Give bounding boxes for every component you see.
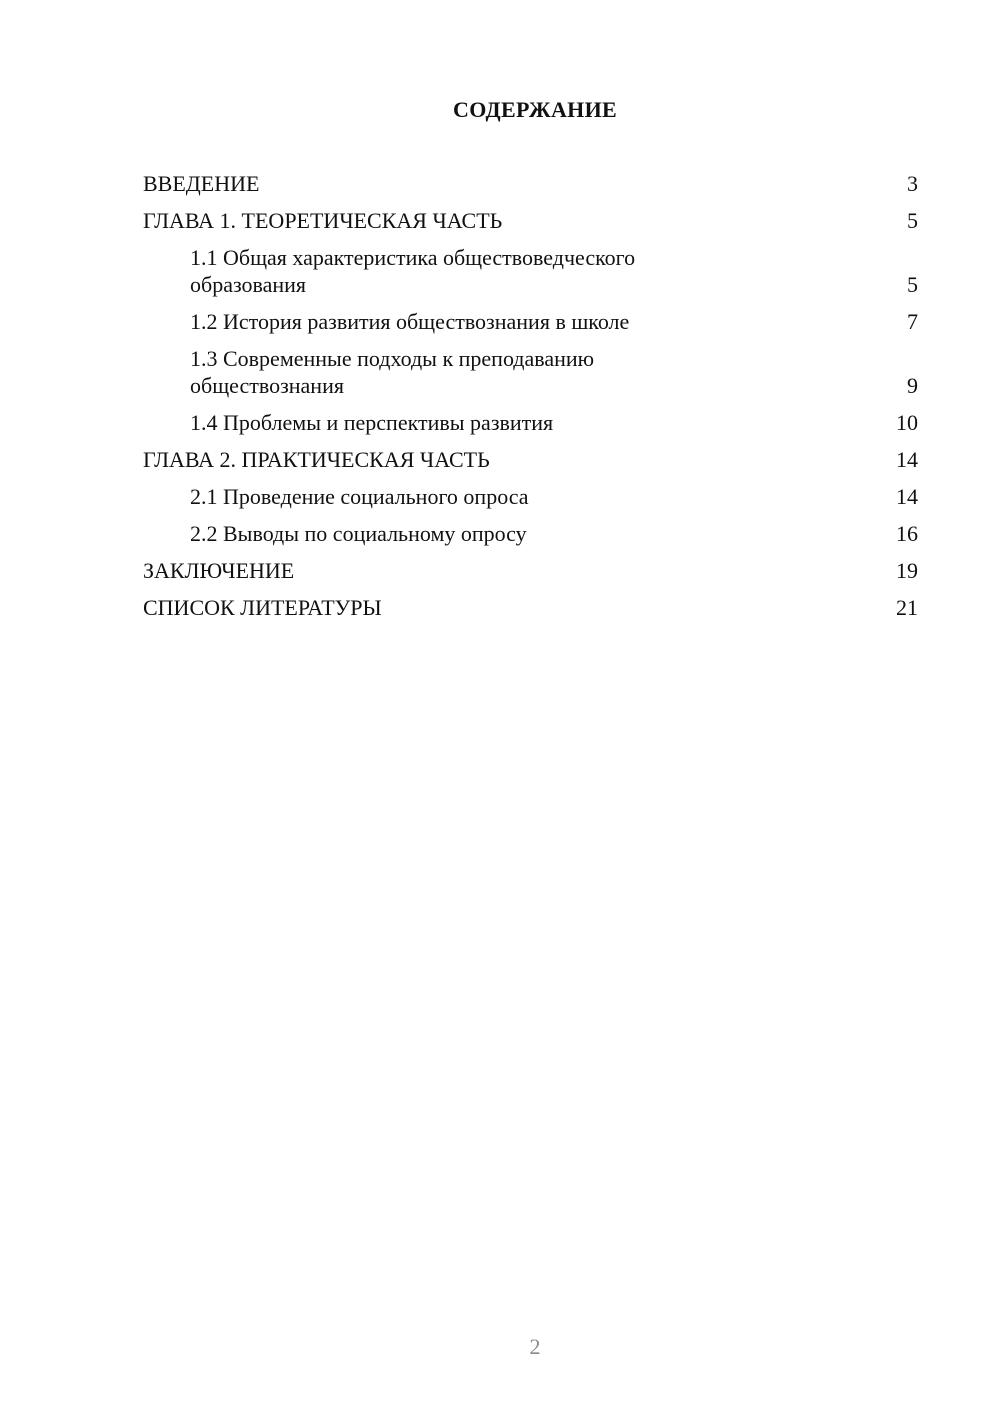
toc-entry-section-2-2[interactable] <box>143 520 918 547</box>
toc-entry-chapter-2[interactable] <box>143 446 918 473</box>
toc-entry-label: ЗАКЛЮЧЕНИЕ <box>143 558 295 583</box>
toc-entry-chapter-1[interactable] <box>143 207 918 234</box>
toc-entry-page: 19 <box>896 558 918 583</box>
toc-entry-references[interactable] <box>143 594 918 621</box>
toc-entry-page: 9 <box>907 373 918 398</box>
toc-entry-label: 2.1 Проведение социального опроса <box>190 484 529 509</box>
toc-entry-section-2-1[interactable] <box>143 483 918 510</box>
toc-entry-label: СПИСОК ЛИТЕРАТУРЫ <box>143 595 382 620</box>
toc-entry-page: 16 <box>896 521 918 546</box>
toc-entry-label: 1.1 Общая характеристика обществоведческого образования <box>190 245 636 297</box>
toc-entry-label: 1.3 Современные подходы к преподаванию обществознания <box>190 346 595 398</box>
toc-entry-label: ВВЕДЕНИЕ <box>143 171 260 196</box>
toc-entry-label: 1.4 Проблемы и перспективы развития <box>190 410 554 435</box>
table-of-contents <box>143 170 918 631</box>
toc-entry-section-1-2[interactable] <box>143 308 918 335</box>
toc-entry-page: 14 <box>896 447 918 472</box>
toc-entry-page: 14 <box>896 484 918 509</box>
toc-entry-page: 5 <box>907 272 918 297</box>
toc-entry-section-1-3[interactable] <box>143 345 918 399</box>
toc-entry-conclusion[interactable] <box>143 557 918 584</box>
page-number: 2 <box>529 1334 541 1359</box>
toc-entry-page: 7 <box>907 309 918 334</box>
toc-entry-introduction[interactable] <box>143 170 918 197</box>
toc-entry-page: 10 <box>896 410 918 435</box>
toc-entry-section-1-1[interactable] <box>143 244 918 298</box>
toc-entry-label: ГЛАВА 2. ПРАКТИЧЕСКАЯ ЧАСТЬ <box>143 447 490 472</box>
toc-entry-section-1-4[interactable] <box>143 409 918 436</box>
toc-entry-page: 21 <box>896 595 918 620</box>
toc-entry-label: 1.2 История развития обществознания в школе <box>190 309 630 334</box>
toc-entry-page: 5 <box>907 208 918 233</box>
page-title: СОДЕРЖАНИЕ <box>453 97 617 122</box>
toc-entry-page: 3 <box>907 171 918 196</box>
toc-entry-label: ГЛАВА 1. ТЕОРЕТИЧЕСКАЯ ЧАСТЬ <box>143 208 503 233</box>
toc-entry-label: 2.2 Выводы по социальному опросу <box>190 521 527 546</box>
